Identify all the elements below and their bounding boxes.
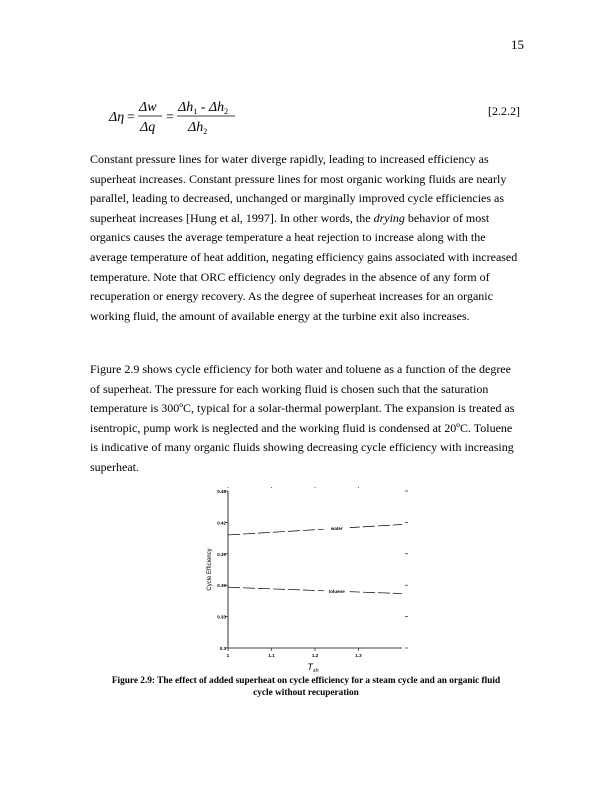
eq-frac1-numerator: Δw bbox=[139, 100, 157, 115]
eq-frac1-denominator: Δq bbox=[140, 120, 156, 135]
eq-frac2-numerator: $\Delta h_1 - \Delta h_2$ bbox=[178, 100, 229, 116]
y-tick-label: 0.3 bbox=[219, 646, 226, 651]
paragraph-line: superheat. bbox=[90, 459, 139, 474]
efficiency-chart-svg bbox=[180, 485, 420, 675]
paragraph-line: Figure 2.9 shows cycle efficiency for both water and toluene as a function of the degree bbox=[90, 362, 511, 376]
paragraph-line: is indicative of many organic fluids showing decreasing cycle efficiency with increasing bbox=[90, 440, 514, 455]
paragraph-line: temperature is 300ºC, typical for a solar-thermal powerplant. The expansion is treated as bbox=[90, 401, 515, 416]
eq-lhs: Δη bbox=[109, 110, 125, 125]
paragraph-line: superheat increases [Hung et al, 1997]. In other words, the drying behavior of most bbox=[90, 210, 490, 225]
y-tick-label: 0.45 bbox=[217, 489, 226, 494]
series-line-toluene bbox=[228, 587, 402, 593]
x-tick-label: 1.1 bbox=[268, 653, 275, 658]
equation-number: [2.2.2] bbox=[488, 104, 520, 118]
y-axis-label: Cycle Efficiency bbox=[207, 548, 213, 591]
emphasis-drying: drying bbox=[373, 210, 405, 225]
y-tick-label: 0.39 bbox=[217, 551, 226, 557]
figure-caption bbox=[86, 675, 526, 699]
eq-equals-2: = bbox=[166, 110, 174, 125]
x-tick-label: 1.3 bbox=[355, 653, 362, 658]
eq-equals-1: = bbox=[127, 110, 135, 125]
y-tick-label: 0.33 bbox=[217, 614, 226, 620]
page-number: 15 bbox=[511, 37, 524, 52]
equation-2-2-2 bbox=[90, 88, 520, 138]
eq-frac2-denominator: $\Delta h_2$ bbox=[188, 120, 208, 136]
paragraph-line: superheat increases. Constant pressure lines for most organic working fluids are nearly bbox=[90, 171, 507, 186]
series-label-toluene: toluene bbox=[328, 588, 345, 594]
paragraph-line: average temperature of heat addition, negating efficiency gains associated with increased bbox=[90, 249, 518, 264]
paragraph-line: Constant pressure lines for water diverge rapidly, leading to increased efficiency as bbox=[90, 152, 489, 166]
paragraph-line: organics causes the average temperature a heat rejection to increase along with the bbox=[90, 230, 486, 245]
paragraph-line: working fluid, the amount of available energy at the turbine exit also increases. bbox=[90, 308, 470, 323]
x-tick-label: 1.2 bbox=[311, 653, 319, 658]
paragraph-line: temperature. Note that ORC efficiency only degrades in the absence of any form of bbox=[90, 269, 490, 284]
figure-2-9-chart bbox=[180, 485, 420, 675]
x-axis-label: $T_{sh}$ bbox=[307, 662, 319, 674]
y-tick-label: 0.36 bbox=[217, 583, 226, 589]
y-tick-label: 0.42 bbox=[217, 520, 226, 526]
series-label-water: water bbox=[330, 526, 343, 532]
paragraph-line: recuperation or energy recovery. As the degree of superheat increases for an organic bbox=[90, 289, 493, 304]
series-line-water bbox=[228, 524, 402, 534]
paragraph-line: of superheat. The pressure for each working fluid is chosen such that the saturation bbox=[90, 381, 489, 396]
caption-line: Figure 2.9: The effect of added superheat on cycle efficiency for a steam cycle and an organic fluid bbox=[111, 676, 501, 686]
paragraph-line: isentropic, pump work is neglected and the working fluid is condensed at 20ºC. Toluene bbox=[90, 420, 513, 435]
paragraph-line: parallel, leading to decreased, unchanged or marginally improved cycle efficiencies as bbox=[90, 191, 505, 206]
paragraph-figure-description bbox=[90, 360, 520, 478]
paragraph-superheat-behavior bbox=[90, 150, 520, 326]
equation-formula bbox=[90, 88, 290, 138]
x-tick-label: 1 bbox=[226, 653, 230, 658]
caption-line: cycle without recuperation bbox=[253, 688, 359, 698]
